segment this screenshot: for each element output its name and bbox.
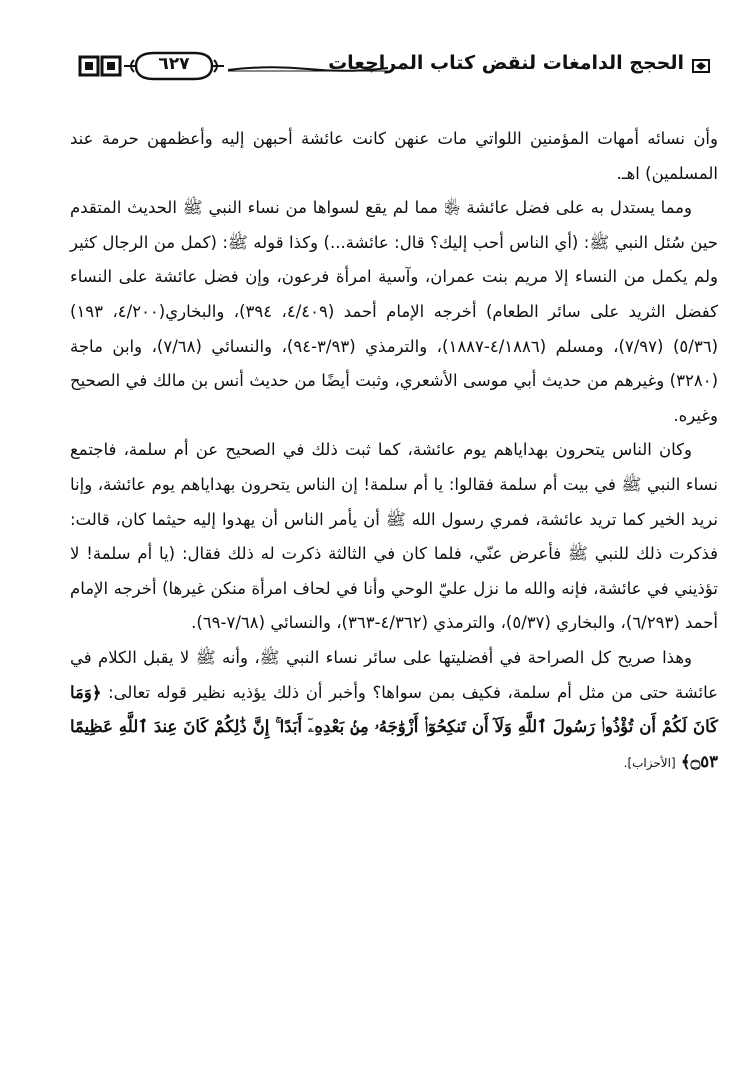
book-title: الحجج الدامغات لنقض كتاب المراجعات [328,52,684,74]
corner-ornament-icon [78,54,124,78]
quran-verse: ﴿وَمَا كَانَ لَكُمْ أَن تُؤْذُوا۟ رَسُولَ ٱللَّهِ وَلَآ أَن تَنكِحُوٓا۟ أَزْوَٰجَهُۥ مِنۢ بَعْدِهِۦٓ أَبَدًا ۚ إِنَّ ذَٰلِكُمْ كَانَ عِندَ ٱللَّهِ عَظِيمًا ۝٥٣﴾ [70,682,718,771]
header-divider-icon [228,64,388,74]
paragraph [70,641,718,780]
main-text [70,122,718,780]
header-ornament-icon [692,58,710,74]
paragraph: وكان الناس يتحرون بهداياهم يوم عائشة، كما ثبت ذلك في الصحيح عن أم سلمة، فاجتمع نساء النبي ﷺ في بيت أم سلمة فقالوا: يا أم سلمة! إن الناس يتحرون بهداياهم يوم عائشة، وإنا نريد الخير كما تريد عائشة، فمري رسول الله ﷺ أن يأمر الناس أن يهدوا إليه حيثما كان، قالت: فذكرت ذلك للنبي ﷺ فأعرض عنّي، فلما كان في الثالثة ذكرت له ذلك فقال: (يا أم سلمة! لا تؤذيني في عائشة، فإنه والله ما نزل عليّ الوحي وأنا في لحاف امرأة منكن غيرها) أخرجه الإمام أحمد (٦/٢٩٣)، والبخاري (٥/٣٧)، والترمذي (٤/٣٦٢-٣٦٣)، والنسائي (٧/٦٨-٦٩). [70,440,718,633]
running-header [78,50,708,86]
paragraph-text: وهذا صريح كل الصراحة في أفضليتها على سائر نساء النبي ﷺ، وأنه ﷺ لا يقبل الكلام في عائشة حتى من مثل أم سلمة، فكيف بمن سواها؟ وأخبر أن ذلك يؤذيه نظير قوله تعالى: [70,647,718,702]
paragraph: ومما يستدل به على فضل عائشة ﵂ مما لم يقع لسواها من نساء النبي ﷺ الحديث المتقدم حين سُئل النبي ﷺ: (أي الناس أحب إليك؟ قال: عائشة...) وكذا قوله ﷺ: (كمل من الرجال كثير ولم يكمل من النساء إلا مريم بنت عمران، وآسية امرأة فرعون، وإن فضل عائشة على النساء كفضل الثريد على سائر الطعام) أخرجه الإمام أحمد (٤/٤٠٩، ٣٩٤)، والبخاري(٤/٢٠٠، ١٩٣) (٥/٣٦) (٧/٩٧)، ومسلم (٤/١٨٨٦-١٨٨٧)، والترمذي (٣/٩٣-٩٤)، والنسائي (٧/٦٨)، وابن ماجة (٣٢٨٠) وغيرهم من حديث أبي موسى الأشعري، وثبت أيضًا من حديث أنس بن مالك في الصحيح وغيره. [70,198,718,425]
paragraph: وأن نسائه أمهات المؤمنين اللواتي مات عنهن كانت عائشة أحبهن إليه وأعظمهن حرمة عند المسلمين) اهـ. [70,129,718,183]
verse-reference: [الأحزاب]. [623,755,676,770]
page-number: ٦٢٧ [158,54,190,74]
